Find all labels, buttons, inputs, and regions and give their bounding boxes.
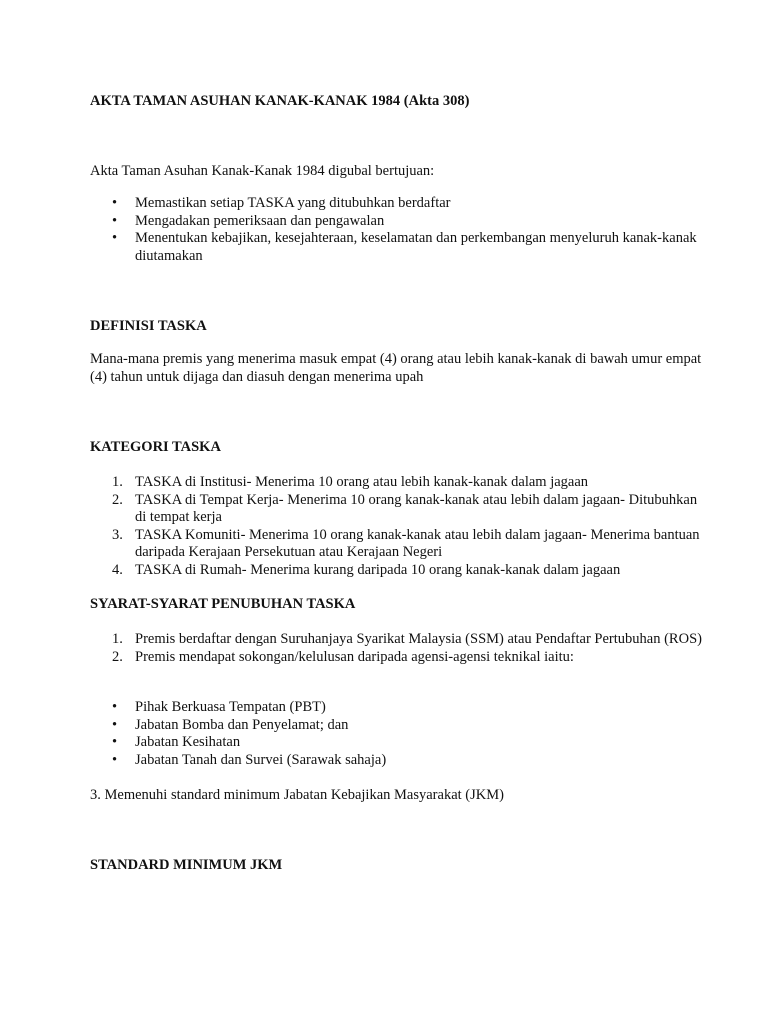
item-text: Premis berdaftar dengan Suruhanjaya Syarikat Malaysia (SSM) atau Pendaftar Pertubuhan (ROS): [135, 631, 702, 647]
item-number: 3.: [112, 526, 123, 543]
list-item: [90, 474, 708, 492]
definition-heading: DEFINISI TASKA: [90, 318, 207, 334]
list-item: • Jabatan Bomba dan Penyelamat; dan: [90, 717, 708, 735]
list-item: • Memastikan setiap TASKA yang ditubuhkan berdaftar: [90, 195, 708, 213]
categories-heading: KATEGORI TASKA: [90, 439, 221, 455]
item-number: 2.: [112, 648, 123, 665]
item-text: TASKA Komuniti- Menerima 10 orang kanak-kanak atau lebih dalam jagaan- Menerima bantuan daripada Kerajaan Persekutuan atau Kerajaan Negeri: [135, 526, 700, 560]
document-title: AKTA TAMAN ASUHAN KANAK-KANAK 1984 (Akta 308): [90, 93, 470, 109]
list-item: • Pihak Berkuasa Tempatan (PBT): [90, 699, 708, 717]
item-text: Premis mendapat sokongan/kelulusan daripada agensi-agensi teknikal iaitu:: [135, 648, 574, 665]
list-item: [90, 562, 708, 580]
list-item: [90, 631, 708, 649]
item-number: 1.: [112, 474, 123, 490]
categories-list: [90, 474, 708, 579]
list-item: • Mengadakan pemeriksaan dan pengawalan: [90, 213, 708, 231]
list-item: [90, 649, 708, 667]
agencies-list: [90, 699, 708, 769]
item-text: TASKA di Institusi- Menerima 10 orang atau lebih kanak-kanak dalam jagaan: [135, 474, 589, 490]
list-item: [90, 492, 708, 527]
intro-text: Akta Taman Asuhan Kanak-Kanak 1984 digubal bertujuan:: [90, 163, 435, 179]
list-item: • Menentukan kebajikan, kesejahteraan, keselamatan dan perkembangan menyeluruh kanak-kanak diutamakan: [90, 230, 708, 265]
item-number: 4.: [112, 561, 123, 578]
item-number: 2.: [112, 491, 123, 508]
aims-list: [90, 195, 708, 265]
list-item: • Jabatan Tanah dan Survei (Sarawak sahaja): [90, 752, 708, 770]
requirements-heading: SYARAT-SYARAT PENUBUHAN TASKA: [90, 596, 356, 612]
definition-text: Mana-mana premis yang menerima masuk empat (4) orang atau lebih kanak-kanak di bawah umur empat (4) tahun untuk dijaga dan diasuh dengan menerima upah: [90, 351, 702, 385]
item-text: TASKA di Rumah- Menerima kurang daripada 10 orang kanak-kanak dalam jagaan: [135, 561, 621, 578]
list-item: • Jabatan Kesihatan: [90, 734, 708, 752]
requirement-3-text: 3. Memenuhi standard minimum Jabatan Kebajikan Masyarakat (JKM): [90, 787, 504, 803]
standard-heading: STANDARD MINIMUM JKM: [90, 857, 283, 873]
item-text: TASKA di Tempat Kerja- Menerima 10 orang kanak-kanak atau lebih dalam jagaan- Ditubuhkan di tempat kerja: [135, 491, 698, 525]
item-number: 1.: [112, 631, 123, 647]
list-item: [90, 527, 708, 562]
requirements-list: [90, 631, 708, 666]
